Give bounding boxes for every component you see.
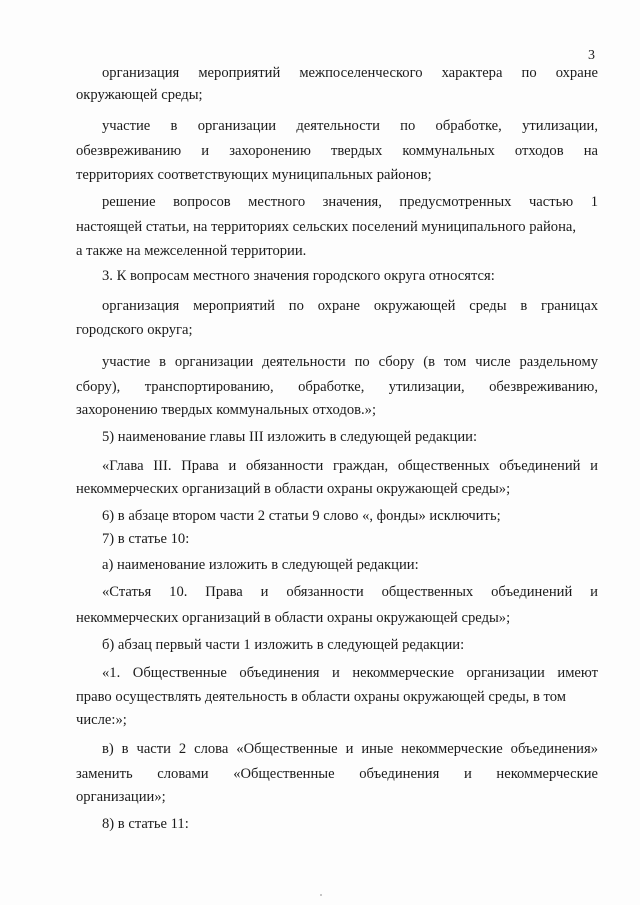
text-line: окружающей среды; xyxy=(76,87,203,103)
text-line: б) абзац первый части 1 изложить в следующей редакции: xyxy=(102,637,465,653)
text-line: настоящей статьи, на территориях сельских поселений муниципального района, xyxy=(76,219,577,235)
text-line: сбору), транспортированию, обработке, утилизации, обезвреживанию, xyxy=(76,379,598,395)
text-line: участие в организации деятельности по обработке, утилизации, xyxy=(102,118,598,134)
text-line: «1. Общественные объединения и некоммерческие организации имеют xyxy=(102,665,598,681)
text-line: территориях соответствующих муниципальных районов; xyxy=(76,167,432,183)
text-line: а) наименование изложить в следующей редакции: xyxy=(102,557,419,573)
text-line: «Глава III. Права и обязанности граждан, общественных объединений и xyxy=(102,458,598,474)
text-line: числе:»; xyxy=(76,712,127,728)
text-line: в) в части 2 слова «Общественные и иные некоммерческие объединения» xyxy=(102,741,598,757)
text-line: 5) наименование главы III изложить в следующей редакции: xyxy=(102,429,478,445)
text-line: организация мероприятий по охране окружающей среды в границах xyxy=(102,298,598,314)
text-line: заменить словами «Общественные объединения и некоммерческие xyxy=(76,766,598,782)
scan-speck xyxy=(320,894,322,896)
text-line: организации»; xyxy=(76,789,166,805)
text-line: обезвреживанию и захоронению твердых коммунальных отходов на xyxy=(76,143,598,159)
text-line: некоммерческих организаций в области охраны окружающей среды»; xyxy=(76,481,511,497)
page-number: 3 xyxy=(588,48,595,63)
text-line: а также на межселенной территории. xyxy=(76,243,307,259)
text-line: «Статья 10. Права и обязанности общественных объединений и xyxy=(102,584,598,600)
text-line: право осуществлять деятельность в области охраны окружающей среды, в том xyxy=(76,689,566,705)
text-line: решение вопросов местного значения, предусмотренных частью 1 xyxy=(102,194,598,210)
text-line: захоронению твердых коммунальных отходов.»; xyxy=(76,402,377,418)
text-line: организация мероприятий межпоселенческого характера по охране xyxy=(102,65,598,81)
text-line: участие в организации деятельности по сбору (в том числе раздельному xyxy=(102,354,598,370)
text-line: 8) в статье 11: xyxy=(102,816,189,832)
text-line: некоммерческих организаций в области охраны окружающей среды»; xyxy=(76,610,511,626)
text-line: 6) в абзаце втором части 2 статьи 9 слово «, фонды» исключить; xyxy=(102,508,501,524)
text-line: 7) в статье 10: xyxy=(102,531,190,547)
text-line: 3. К вопросам местного значения городского округа относятся: xyxy=(102,268,495,284)
text-line: городского округа; xyxy=(76,322,193,338)
